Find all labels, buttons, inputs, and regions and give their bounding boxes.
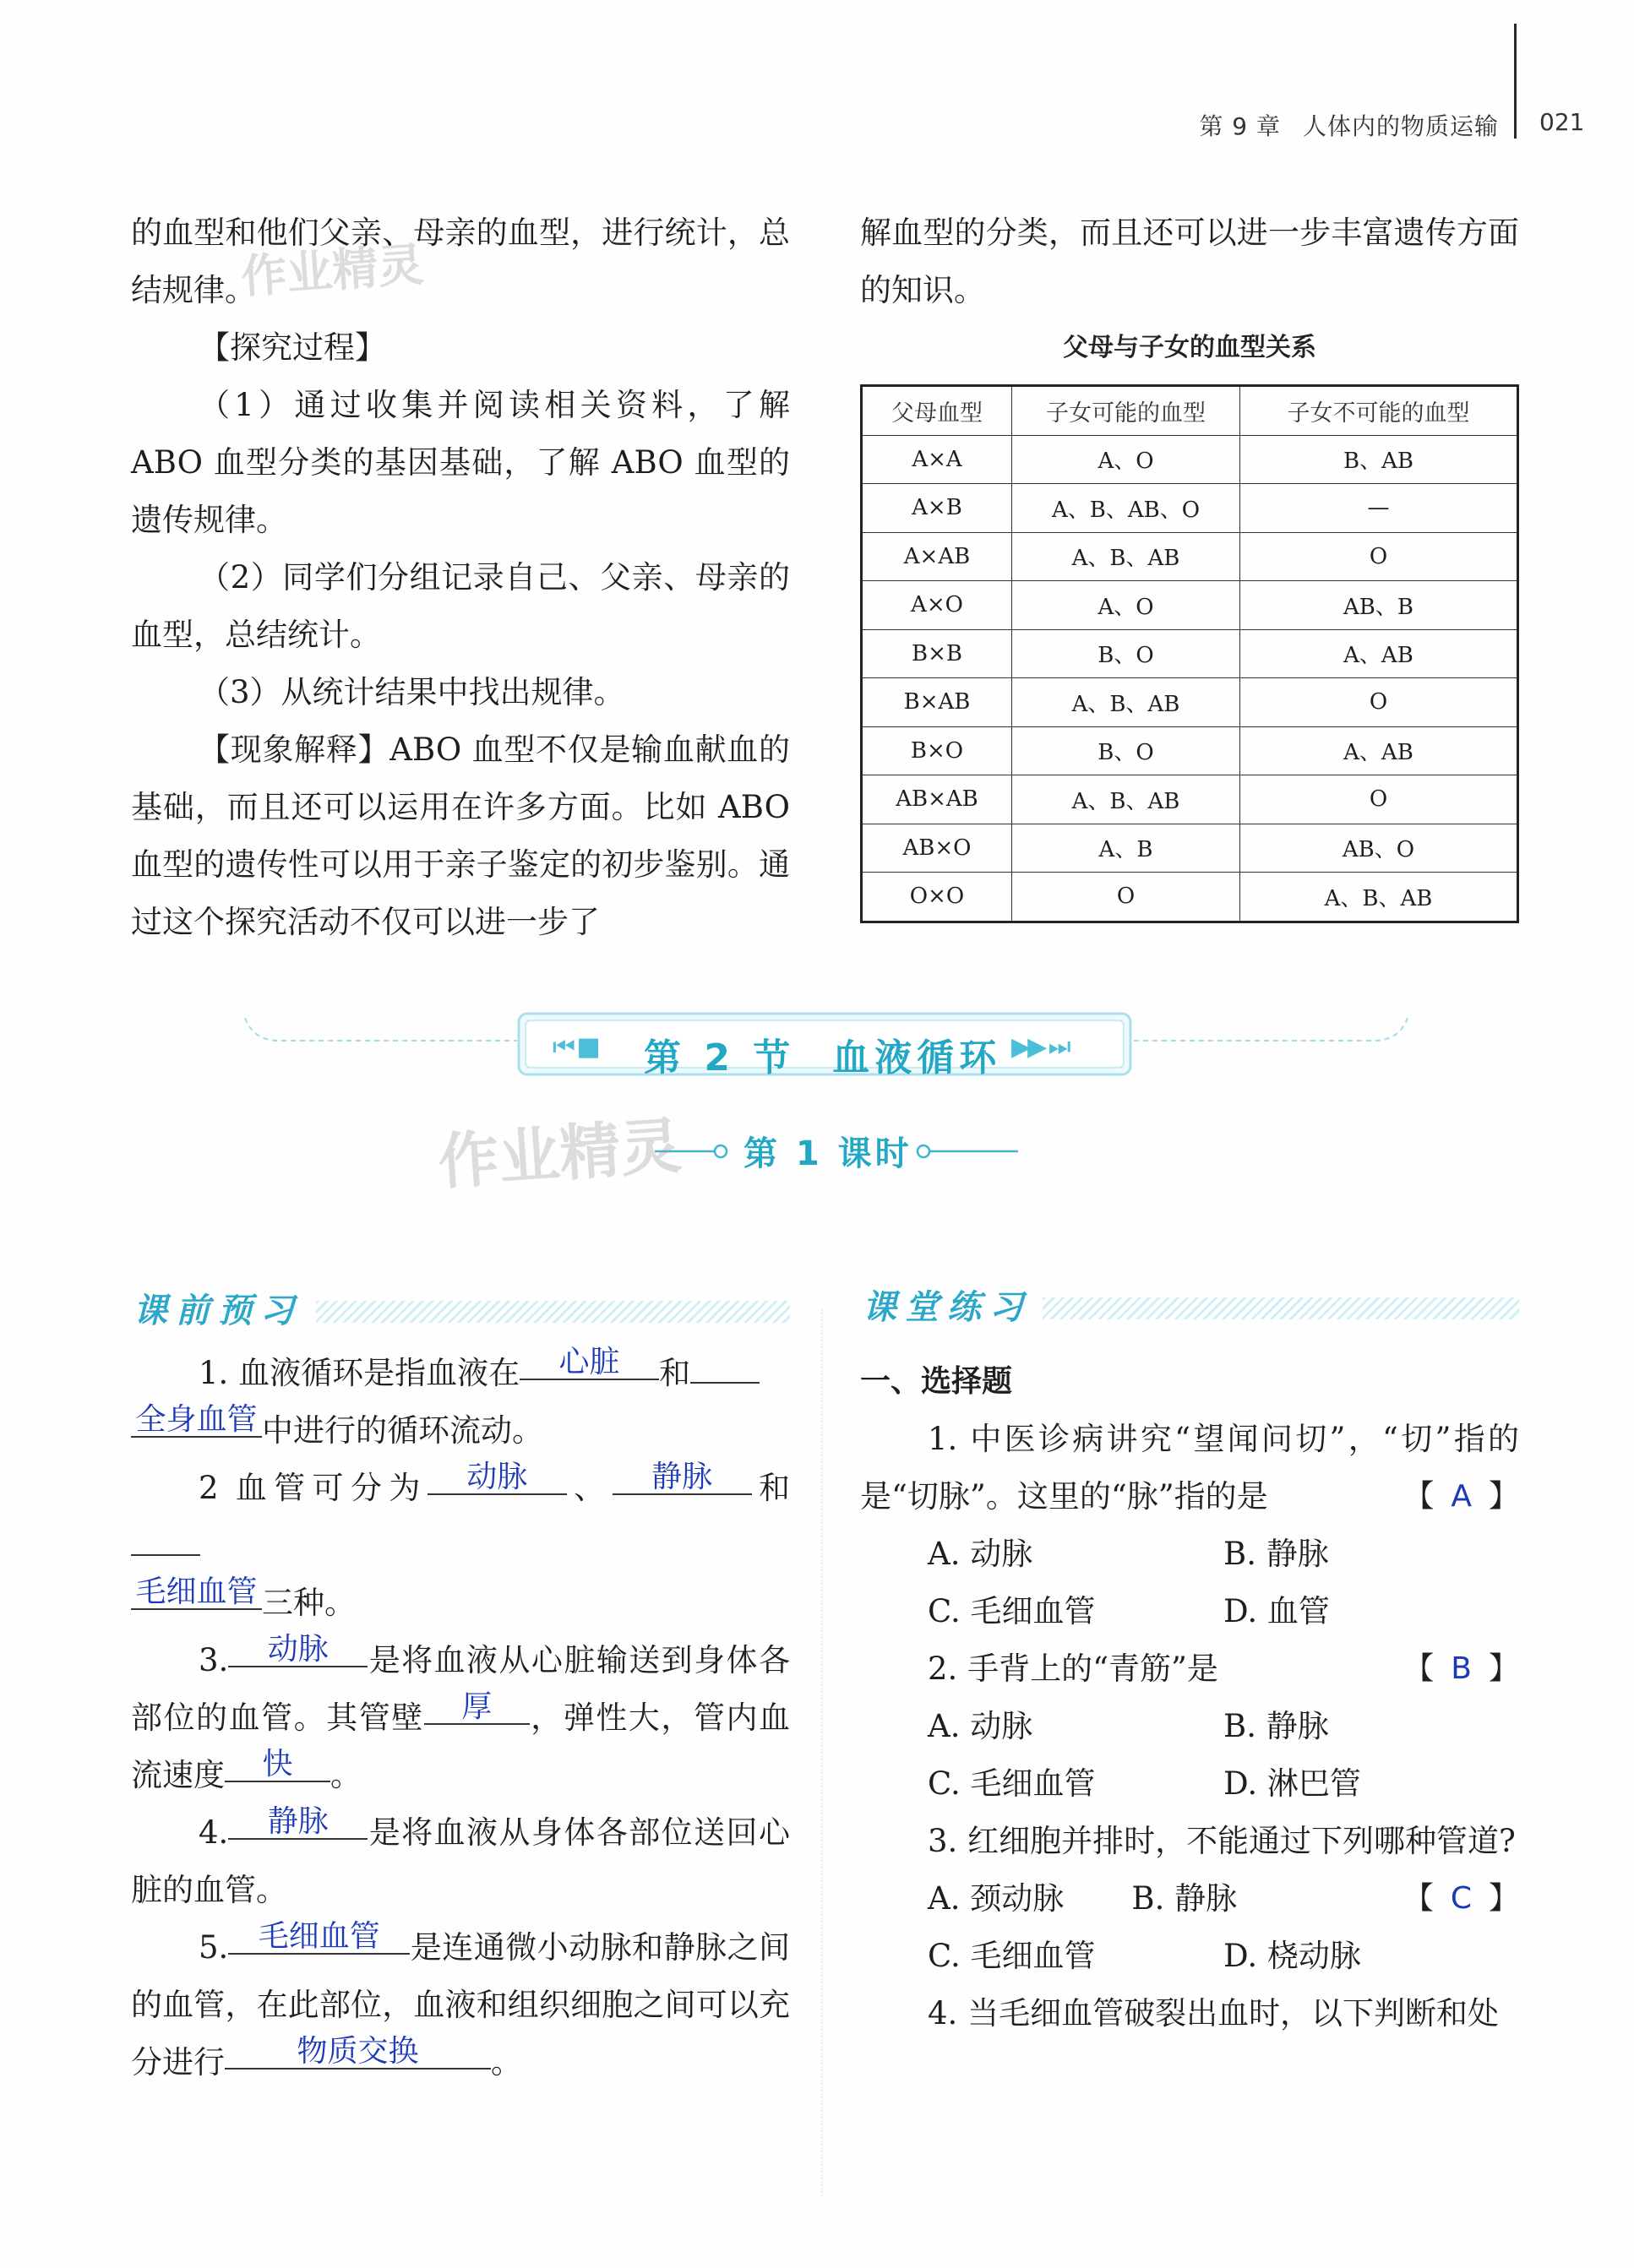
- answer-text: 毛细血管: [135, 1575, 258, 1609]
- option-a[interactable]: A. 动脉: [928, 1536, 1033, 1572]
- answer-text: 毛细血管: [258, 1919, 380, 1954]
- question-text: 5.: [199, 1929, 229, 1966]
- table-row: [862, 775, 1518, 824]
- answer-text: 物质交换: [297, 2034, 419, 2069]
- table-cell: O: [1240, 678, 1518, 727]
- heading-stripe: [1043, 1297, 1519, 1319]
- table-cell: A、B: [1012, 824, 1240, 873]
- blood-type-table: [860, 384, 1519, 923]
- question-text: 和: [751, 1470, 791, 1506]
- table-cell: —: [1240, 484, 1518, 533]
- question-text: 1. 中医诊病讲究“望闻问切”，“切”指的是“切脉”。这里的“脉”指的是: [860, 1421, 1519, 1515]
- table-cell: AB、B: [1240, 581, 1518, 630]
- option-row: [860, 1870, 1336, 1928]
- practice-heading: 课堂练习: [863, 1288, 1032, 1327]
- top-right-column: [860, 204, 1519, 319]
- answer-text[interactable]: B: [1451, 1651, 1472, 1686]
- table-header-cell: 子女可能的血型: [1012, 386, 1240, 436]
- paragraph: 【探究过程】: [199, 329, 386, 366]
- option-row: [860, 1755, 1519, 1813]
- option-b[interactable]: B. 静脉: [1223, 1536, 1329, 1572]
- practice-questions: [860, 1353, 1519, 2042]
- answer-text: 快: [262, 1747, 293, 1781]
- option-d[interactable]: D. 淋巴管: [1223, 1765, 1361, 1802]
- table-cell: B、O: [1012, 629, 1240, 678]
- paragraph: （2）同学们分组记录自己、父亲、母亲的血型，总结统计。: [131, 559, 790, 653]
- table-cell: A、B、AB、O: [1012, 484, 1240, 533]
- option-b[interactable]: B. 静脉: [1223, 1708, 1329, 1744]
- question-text: ，弹性大，管内血流速度: [131, 1700, 791, 1793]
- table-cell: A、B、AB: [1012, 532, 1240, 581]
- question-text: 是将血液从身体各部位送回心脏的血管。: [131, 1814, 790, 1908]
- question-text: 。: [330, 1757, 362, 1793]
- answer-blank[interactable]: [131, 1520, 200, 1556]
- table-row: [862, 484, 1518, 533]
- lesson-title: 第 1 课时: [743, 1134, 912, 1173]
- option-d[interactable]: D. 血管: [1223, 1593, 1330, 1629]
- bracket-left: 【: [1403, 1479, 1435, 1514]
- table-cell: A×O: [862, 581, 1012, 630]
- preview-question-2: [131, 1460, 790, 1632]
- option-row: [860, 1928, 1519, 1985]
- practice-question-2: [860, 1640, 1519, 1698]
- question-text: 1. 血液循环是指血液在: [199, 1355, 520, 1391]
- answer-text: 动脉: [466, 1460, 528, 1494]
- question-text: 三种。: [262, 1585, 356, 1621]
- answer-blank[interactable]: [520, 1345, 659, 1380]
- paragraph: （1）通过收集并阅读相关资料，了解 ABO 血型分类的基因基础，了解 ABO 血型的遗传规律。: [131, 387, 790, 538]
- table-cell: A、O: [1012, 581, 1240, 630]
- bracket-right: 】: [1488, 1479, 1519, 1514]
- table-header-cell: 子女不可能的血型: [1240, 386, 1518, 436]
- table-row: [862, 678, 1518, 727]
- question-text: 4.: [199, 1814, 229, 1851]
- table-cell: A、AB: [1240, 726, 1518, 775]
- rewind-arrows-icon: ⏮ ■: [553, 1032, 597, 1062]
- section-number: 第 2 节: [644, 1036, 796, 1080]
- table-cell: A×A: [862, 435, 1012, 484]
- top-left-column: [131, 204, 790, 951]
- table-cell: O×O: [862, 873, 1012, 922]
- answer-text: 心脏: [558, 1345, 620, 1379]
- option-a[interactable]: A. 动脉: [928, 1708, 1033, 1744]
- answer-bracket: [1336, 1468, 1519, 1526]
- page-number: 021: [1539, 108, 1585, 136]
- answer-blank[interactable]: [131, 1402, 262, 1438]
- bracket-left: 【: [1403, 1651, 1435, 1686]
- answer-blank[interactable]: [690, 1348, 760, 1384]
- option-row: [860, 1526, 1519, 1583]
- practice-question-1: [860, 1411, 1519, 1526]
- running-head: [1199, 108, 1499, 142]
- table-row: [862, 532, 1518, 581]
- table-cell: B×O: [862, 726, 1012, 775]
- bracket-right: 】: [1488, 1881, 1519, 1916]
- table-cell: O: [1240, 775, 1518, 824]
- question-text: 中进行的循环流动。: [262, 1412, 543, 1449]
- table-cell: AB、O: [1240, 824, 1518, 873]
- question-text: 3.: [199, 1642, 229, 1678]
- answer-text: 静脉: [651, 1460, 713, 1494]
- bracket-left: 【: [1403, 1881, 1434, 1916]
- table-cell: A、B、AB: [1012, 678, 1240, 727]
- table-cell: O: [1012, 873, 1240, 922]
- practice-question-4: 4. 当毛细血管破裂出血时，以下判断和处: [928, 1995, 1500, 2031]
- preview-question-4: [131, 1804, 790, 1919]
- table-cell: AB×AB: [862, 775, 1012, 824]
- answer-blank[interactable]: [228, 1804, 368, 1840]
- table-row: [862, 629, 1518, 678]
- paragraph: （3）从统计结果中找出规律。: [199, 674, 625, 710]
- answer-text: 厚: [461, 1689, 493, 1724]
- table-header-cell: 父母血型: [862, 386, 1012, 436]
- answer-blank[interactable]: [613, 1460, 752, 1495]
- option-row: [860, 1698, 1519, 1755]
- chapter-title: 人体内的物质运输: [1302, 112, 1499, 140]
- option-b[interactable]: B. 静脉: [1131, 1880, 1238, 1917]
- table-row: [862, 873, 1518, 922]
- option-row: [860, 1583, 1519, 1640]
- option-d[interactable]: D. 桡动脉: [1223, 1938, 1361, 1974]
- section-name: 血液循环: [832, 1036, 1002, 1080]
- table-row: [862, 435, 1518, 484]
- answer-blank[interactable]: [228, 1919, 410, 1955]
- table-cell: A×AB: [862, 532, 1012, 581]
- answer-blank[interactable]: [225, 1747, 330, 1782]
- watermark: 作业精灵: [239, 237, 426, 304]
- answer-blank[interactable]: [424, 1689, 530, 1725]
- table-cell: AB×O: [862, 824, 1012, 873]
- header-rule: [1514, 24, 1517, 139]
- answer-text: 动脉: [267, 1632, 329, 1667]
- question-text: 是将血液从心脏输送到身体各部位的血管。其管壁: [131, 1642, 790, 1736]
- paragraph: 的血型和他们父亲、母亲的血型，进行统计，总结规律。: [131, 215, 790, 308]
- option-c[interactable]: C. 毛细血管: [928, 1593, 1096, 1629]
- answer-blank[interactable]: [225, 2034, 491, 2069]
- preview-questions: [131, 1345, 790, 2091]
- answer-blank[interactable]: [131, 1575, 262, 1610]
- option-c[interactable]: C. 毛细血管: [928, 1765, 1096, 1802]
- answer-text[interactable]: A: [1451, 1479, 1472, 1514]
- table-cell: O: [1240, 532, 1518, 581]
- table-cell: B×B: [862, 629, 1012, 678]
- question-type-title: 一、选择题: [860, 1364, 1013, 1399]
- chapter-number: 第 9 章: [1199, 112, 1281, 140]
- answer-text: 静脉: [267, 1804, 329, 1839]
- table-cell: A、O: [1012, 435, 1240, 484]
- table-cell: A、B、AB: [1240, 873, 1518, 922]
- table-title: 父母与子女的血型关系: [1063, 333, 1316, 362]
- question-text: 3. 红细胞并排时，不能通过下列哪种管道?: [928, 1823, 1516, 1859]
- preview-question-1: [131, 1345, 790, 1460]
- table-cell: A、AB: [1240, 629, 1518, 678]
- question-text: 2 血管可分为: [199, 1470, 428, 1506]
- answer-bracket: [1336, 1640, 1519, 1698]
- table-header-row: [862, 386, 1518, 436]
- answer-text: 全身血管: [135, 1402, 258, 1437]
- question-text: 是连通微小动脉和静脉之间的血管，在此部位，血液和组织细胞之间可以充分进行: [131, 1929, 790, 2080]
- table-cell: B×AB: [862, 678, 1012, 727]
- watermark: 作业精灵: [435, 1110, 684, 1198]
- question-text: 和: [659, 1355, 691, 1391]
- bracket-right: 】: [1488, 1651, 1519, 1686]
- question-text: 。: [491, 2044, 522, 2080]
- heading-stripe: [316, 1301, 790, 1323]
- option-c[interactable]: C. 毛细血管: [928, 1938, 1096, 1974]
- section-title: [644, 1027, 1001, 1081]
- paragraph: 解血型的分类，而且还可以进一步丰富遗传方面的知识。: [860, 215, 1519, 308]
- preview-question-5: [131, 1919, 790, 2091]
- table-cell: B、O: [1012, 726, 1240, 775]
- table-cell: B、AB: [1240, 435, 1518, 484]
- forward-arrows-icon: ▶▶ ⏭: [1011, 1032, 1068, 1062]
- answer-bracket: [1336, 1870, 1519, 1928]
- preview-question-3: [131, 1632, 790, 1804]
- answer-blank[interactable]: [228, 1632, 368, 1667]
- question-text: 、: [566, 1470, 613, 1506]
- table-cell: A、B、AB: [1012, 775, 1240, 824]
- option-a[interactable]: A. 颈动脉: [928, 1880, 1065, 1917]
- table-row: [862, 824, 1518, 873]
- table-row: [862, 581, 1518, 630]
- column-divider: [821, 1309, 823, 2196]
- preview-heading: 课前预习: [133, 1292, 302, 1330]
- table-row: [862, 726, 1518, 775]
- answer-text[interactable]: C: [1450, 1881, 1472, 1916]
- table-cell: A×B: [862, 484, 1012, 533]
- question-text: 2. 手背上的“青筋”是: [928, 1651, 1218, 1687]
- paragraph: 【现象解释】ABO 血型不仅是输血献血的基础，而且还可以运用在许多方面。比如 ABO 血型的遗传性可以用于亲子鉴定的初步鉴别。通过这个探究活动不仅可以进一步了: [131, 732, 790, 940]
- answer-blank[interactable]: [428, 1460, 567, 1495]
